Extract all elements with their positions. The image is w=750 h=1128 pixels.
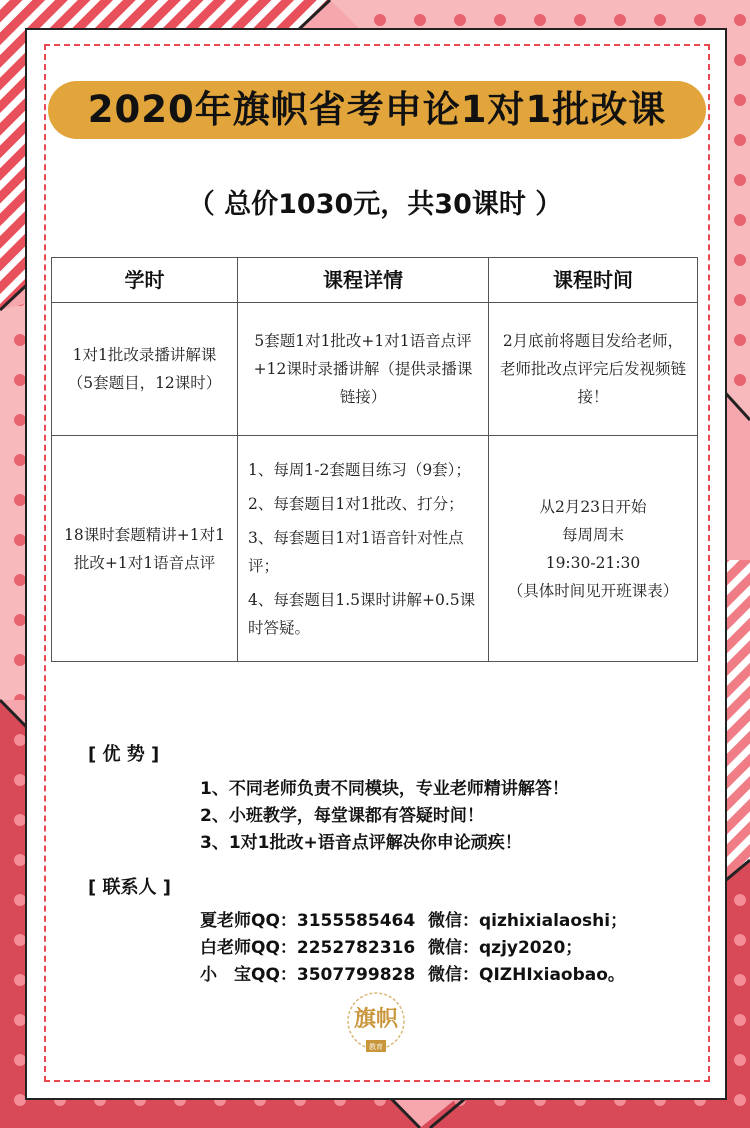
row2-time: 从2月23日开始 每周周末 19:30-21:30 （具体时间见开班课表） (489, 436, 698, 662)
row1-details: 5套题1对1批改+1对1语音点评+12课时录播讲解（提供录播课链接） (238, 303, 489, 436)
contact-row (200, 906, 627, 931)
contacts-label: [ 联系人 ] (88, 877, 171, 898)
table-row (52, 436, 698, 662)
qizhi-logo (336, 988, 416, 1058)
contact-qq: 小 宝QQ：3507799828 (200, 965, 416, 985)
advantage-item: 1、不同老师负责不同模块，专业老师精讲解答！ (200, 779, 569, 799)
contact-wechat: 微信：qizhixialaoshi； (428, 911, 628, 931)
table-header-row (52, 258, 698, 303)
contact-wechat: 微信：qzjy2020； (428, 938, 583, 958)
row2-details: 1、每周1-2套题目练习（9套）； 2、每套题目1对1批改、打分； 3、每套题目1对1语音针对性点评； 4、每套题目1.5课时讲解+0.5课时答疑。 (238, 436, 489, 662)
row1-time: 2月底前将题目发给老师，老师批改点评完后发视频链接！ (489, 303, 698, 436)
row2-hours: 18课时套题精讲+1对1批改+1对1语音点评 (52, 436, 238, 662)
contact-row (200, 933, 582, 958)
page-title: 2020年旗帜省考申论1对1批改课 (87, 88, 667, 131)
advantage-item: 2、小班教学，每堂课都有答疑时间！ (200, 806, 484, 826)
advantages-label: [ 优 势 ] (88, 744, 160, 765)
contact-qq: 白老师QQ：2252782316 (200, 938, 416, 958)
advantage-item: 3、1对1批改+语音点评解决你申论顽疾！ (200, 833, 522, 853)
header-time: 课程时间 (489, 258, 698, 303)
contact-row (200, 960, 625, 985)
contact-qq: 夏老师QQ：3155585464 (200, 911, 416, 931)
row1-hours: 1对1批改录播讲解课 （5套题目，12课时） (52, 303, 238, 436)
logo-text: 旗帜 (353, 1006, 399, 1032)
logo-subtext: 教育 (369, 1043, 383, 1051)
contact-wechat: 微信：QIZHIxiaobao。 (428, 965, 625, 985)
header-hours: 学时 (52, 258, 238, 303)
table-row (52, 303, 698, 436)
header-details: 课程详情 (238, 258, 489, 303)
price-subtitle: （ 总价1030元，共30课时 ） (187, 189, 563, 220)
course-table (51, 257, 698, 662)
